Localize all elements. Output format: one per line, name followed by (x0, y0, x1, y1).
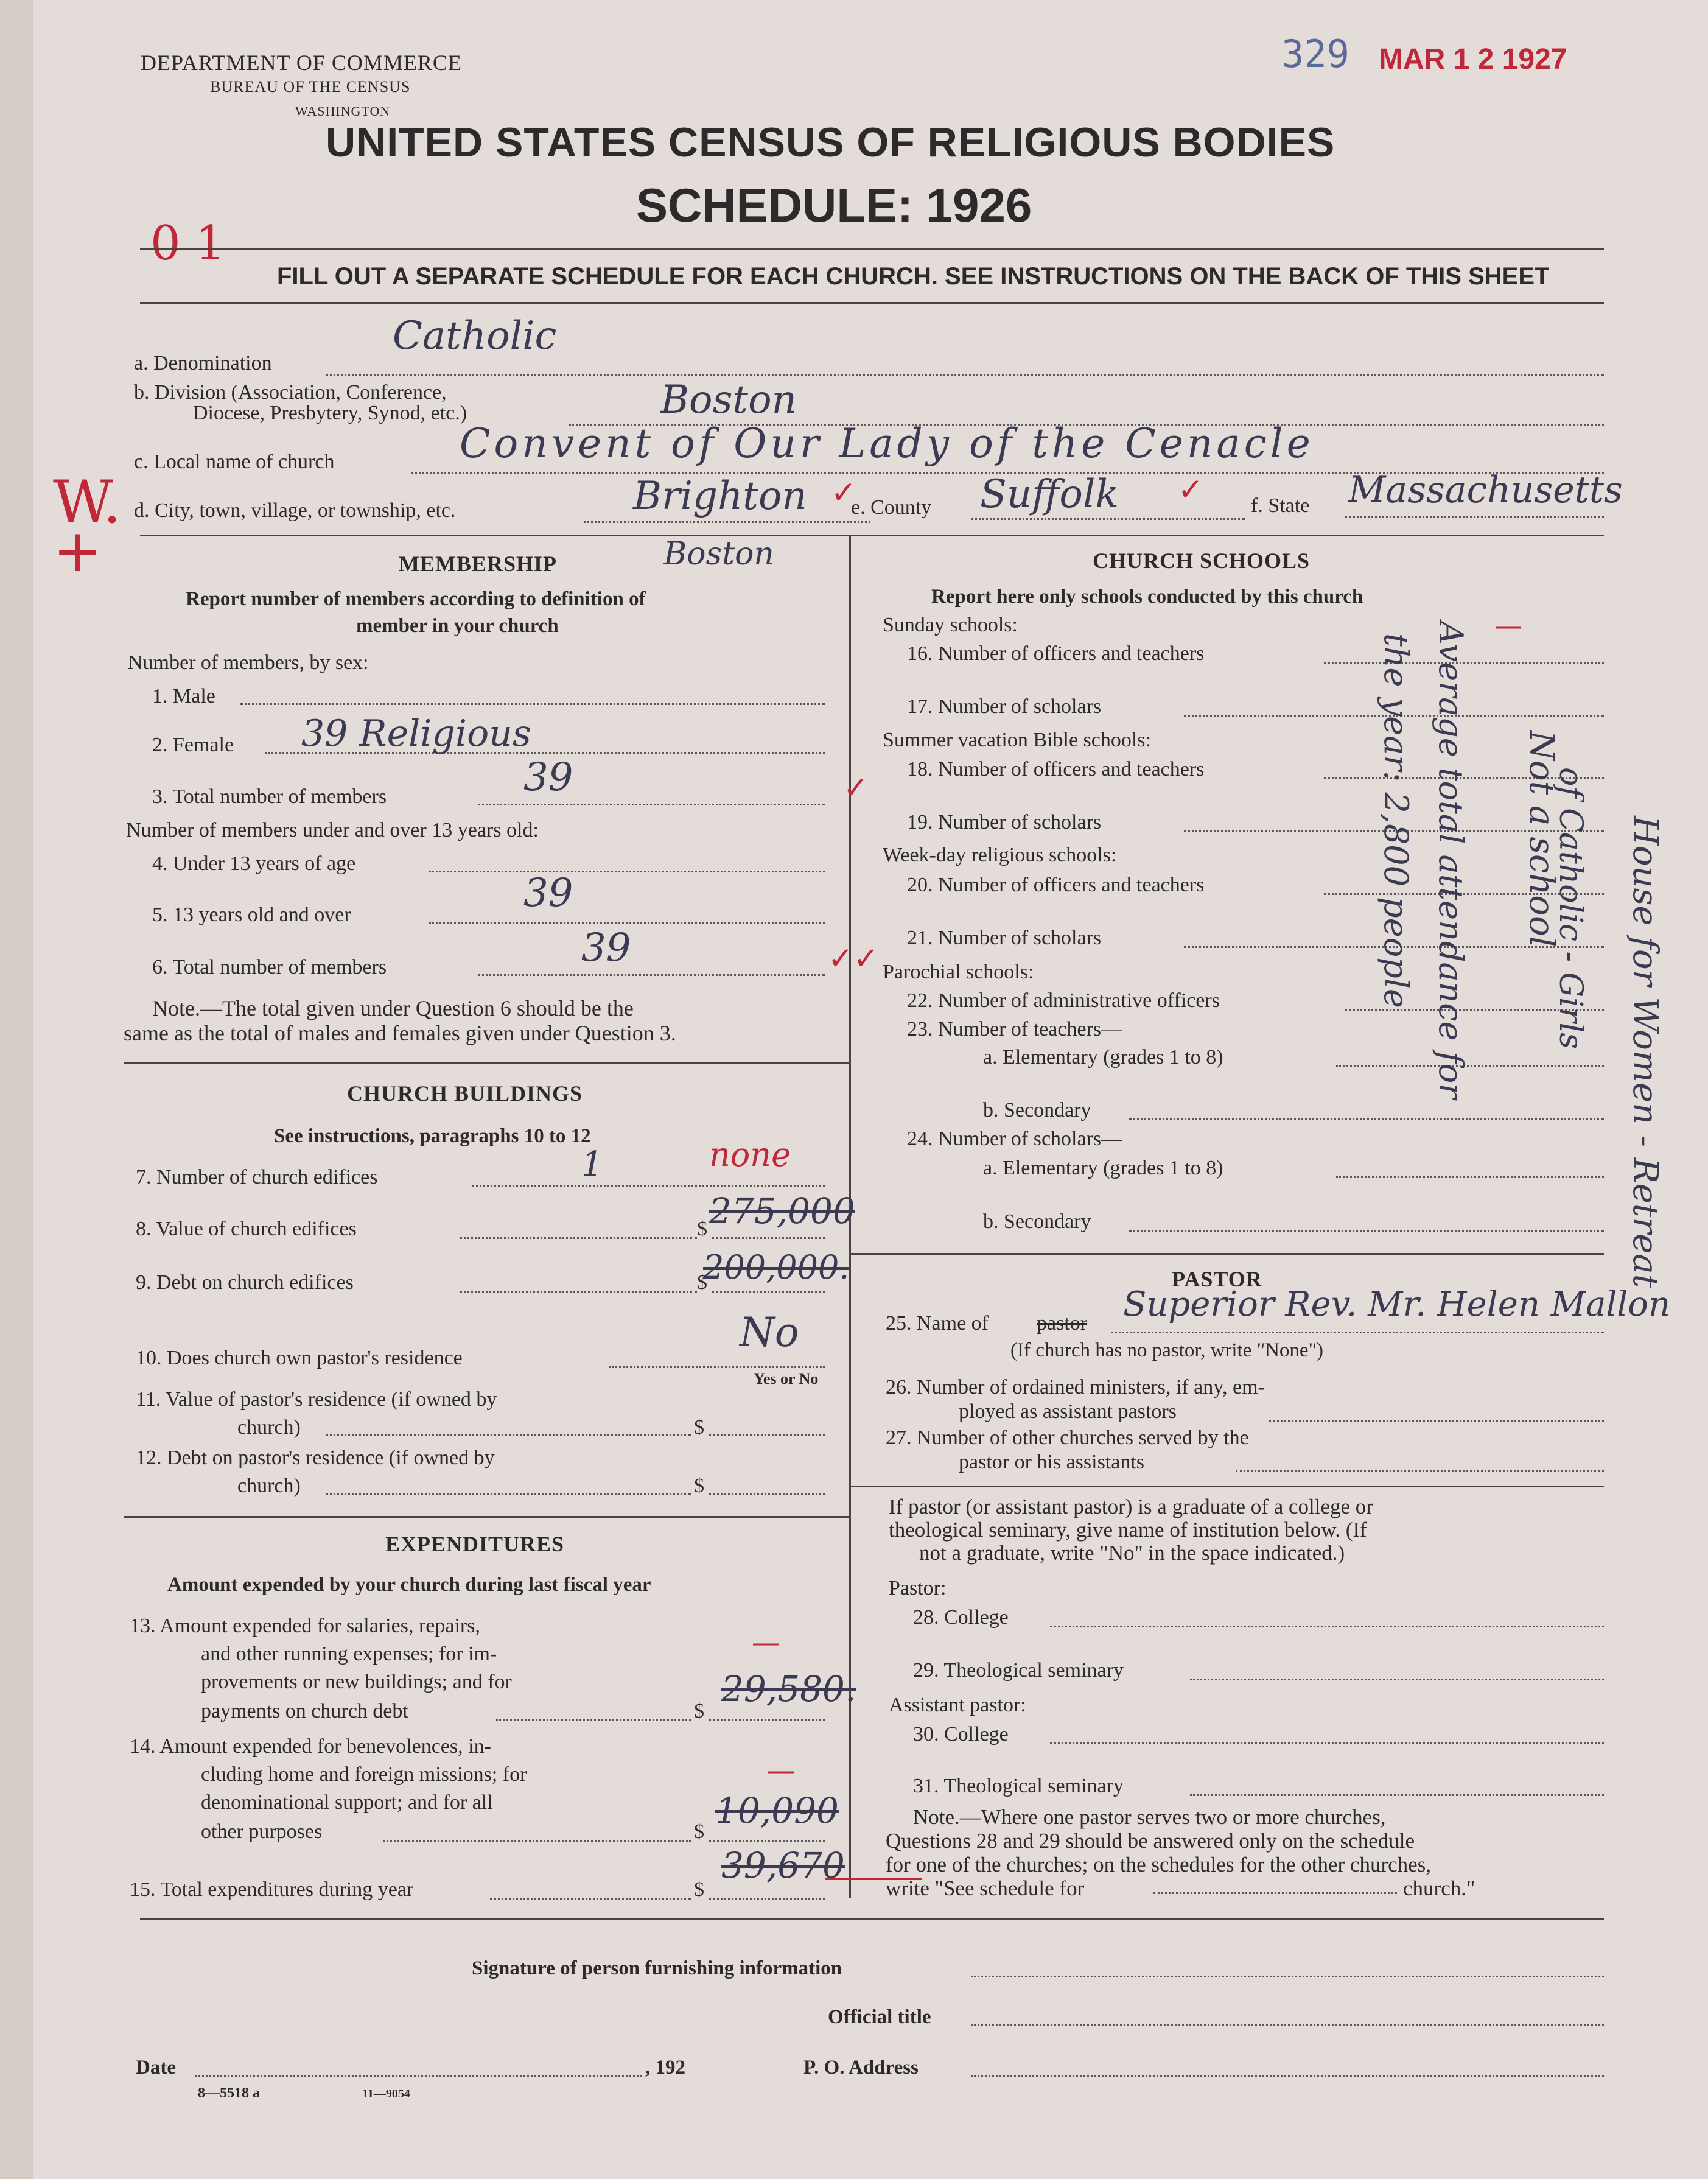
pastor-note-5: church." (1403, 1876, 1475, 1900)
city-handwritten-note: Boston (663, 536, 774, 572)
q7-label: 7. Number of church edifices (136, 1166, 378, 1188)
membership-title: MEMBERSHIP (399, 552, 558, 576)
q20-label: 20. Number of officers and teachers (907, 874, 1205, 896)
assistant-sub-label: Assistant pastor: (889, 1694, 1026, 1716)
division-value: Boston (660, 377, 797, 423)
city-label: d. City, town, village, or township, etc. (134, 499, 456, 522)
q7-value: 1 (581, 1145, 603, 1184)
pastor-note-2: Questions 28 and 29 should be answered only on the schedule (886, 1829, 1415, 1853)
pastor-note-1: Note.—Where one pastor serves two or more churches, (913, 1805, 1386, 1829)
q13-label-4: payments on church debt (201, 1700, 408, 1722)
yes-no-hint: Yes or No (754, 1370, 819, 1388)
dollar-sign: $ (697, 1271, 707, 1294)
local-name-value: Convent of Our Lady of the Cenacle (460, 420, 1314, 467)
q10-label: 10. Does church own pastor's residence (136, 1347, 463, 1369)
signature-label: Signature of person furnishing information (472, 1957, 842, 1979)
q17-label: 17. Number of scholars (907, 695, 1102, 718)
school-note-5: the year: 2,800 people (1377, 633, 1415, 1009)
school-note-1: Not a school (1522, 731, 1561, 947)
pastor-note-4: write "See schedule for (886, 1876, 1085, 1900)
pastor-sub-label: Pastor: (889, 1577, 947, 1599)
denomination-label: a. Denomination (134, 352, 272, 374)
city-name: WASHINGTON (295, 104, 391, 119)
q14-label-4: other purposes (201, 1820, 323, 1843)
by-sex-label: Number of members, by sex: (128, 651, 369, 674)
q4-label: 4. Under 13 years of age (152, 852, 356, 875)
membership-intro-2: member in your church (356, 615, 559, 637)
q12-label-2: church) (237, 1475, 301, 1497)
q27-label-1: 27. Number of other churches served by the (886, 1426, 1249, 1449)
pastor-note-3: for one of the churches; on the schedules for the other churches, (886, 1853, 1432, 1876)
q25-label: 25. Name of (886, 1312, 989, 1335)
q13-label-3: provements or new buildings; and for (201, 1671, 512, 1693)
check-mark: ✓ (1178, 472, 1203, 507)
red-mark: 01 (150, 216, 240, 271)
q23a-label: a. Elementary (grades 1 to 8) (983, 1046, 1223, 1068)
by-age-label: Number of members under and over 13 years old: (126, 819, 539, 841)
q24a-label: a. Elementary (grades 1 to 8) (983, 1157, 1223, 1179)
check-mark: ✓✓ (828, 941, 879, 976)
q14-label-3: denominational support; and for all (201, 1791, 493, 1814)
dollar-sign: $ (697, 1218, 707, 1240)
q28-label: 28. College (913, 1606, 1009, 1629)
q7-red-note: none (709, 1135, 791, 1174)
division-label-2: Diocese, Presbytery, Synod, etc.) (193, 402, 467, 424)
q11-label-2: church) (237, 1416, 301, 1439)
q31-label: 31. Theological seminary (913, 1775, 1124, 1797)
graduate-instructions-1: If pastor (or assistant pastor) is a graduate of a college or (889, 1495, 1373, 1518)
q30-label: 30. College (913, 1723, 1009, 1746)
q27-label-2: pastor or his assistants (959, 1451, 1145, 1473)
dollar-sign: $ (694, 1475, 704, 1497)
buildings-intro: See instructions, paragraphs 10 to 12 (274, 1125, 591, 1147)
q2-label: 2. Female (152, 734, 234, 756)
dollar-sign: $ (694, 1700, 704, 1722)
census-schedule-sheet (33, 0, 1708, 2179)
summer-label: Summer vacation Bible schools: (883, 729, 1151, 751)
bureau-name: BUREAU OF THE CENSUS (210, 78, 411, 96)
graduate-instructions-2: theological seminary, give name of institution below. (If (889, 1518, 1367, 1542)
membership-note-2: same as the total of males and females given under Question 3. (124, 1021, 676, 1045)
check-mark: ✓ (831, 475, 856, 510)
stamp-number: 329 (1281, 32, 1349, 76)
form-title: UNITED STATES CENSUS OF RELIGIOUS BODIES (326, 119, 1335, 166)
q19-label: 19. Number of scholars (907, 811, 1102, 833)
official-title-label: Official title (828, 2006, 931, 2028)
po-address-label: P. O. Address (803, 2057, 919, 2079)
q8-value: 275,000 (709, 1190, 855, 1232)
weekday-label: Week-day religious schools: (883, 844, 1117, 866)
q8-label: 8. Value of church edifices (136, 1218, 357, 1240)
q29-label: 29. Theological seminary (913, 1659, 1124, 1682)
expenditures-title: EXPENDITURES (385, 1532, 565, 1556)
schools-intro: Report here only schools conducted by this church (931, 586, 1363, 608)
received-date-stamp: MAR 1 2 1927 (1379, 43, 1567, 75)
parochial-label: Parochial schools: (883, 961, 1034, 983)
q23-label: 23. Number of teachers— (907, 1018, 1122, 1040)
q25-struck-label: pastor (1037, 1312, 1088, 1335)
q22-label: 22. Number of administrative officers (907, 989, 1220, 1012)
q26-label-1: 26. Number of ordained ministers, if any, em- (886, 1376, 1265, 1398)
q1-label: 1. Male (152, 685, 215, 707)
school-note-4: Average total attendance for (1432, 621, 1470, 1100)
q9-value: 200,000. (703, 1248, 850, 1286)
check-mark: ✓ (843, 770, 869, 805)
dollar-sign: $ (694, 1820, 704, 1843)
q18-label: 18. Number of officers and teachers (907, 758, 1205, 781)
q14-label-2: cluding home and foreign missions; for (201, 1763, 527, 1786)
expenditures-intro: Amount expended by your church during last fiscal year (167, 1574, 651, 1596)
city-value: Brighton (633, 474, 807, 519)
q15-label: 15. Total expenditures during year (130, 1878, 414, 1901)
dash-mark: — (767, 1753, 795, 1786)
q14-label-1: 14. Amount expended for benevolences, in- (130, 1735, 491, 1758)
q13-label-1: 13. Amount expended for salaries, repairs, (130, 1615, 480, 1637)
q3-value: 39 (523, 755, 573, 800)
dollar-sign: $ (694, 1416, 704, 1439)
q24b-label: b. Secondary (983, 1210, 1091, 1233)
state-value: Massachusetts (1348, 469, 1623, 511)
schedule-year: SCHEDULE: 1926 (636, 178, 1032, 232)
school-note-3: of Catholic - Girls (1552, 767, 1589, 1049)
red-side-mark: W. + (53, 468, 122, 585)
division-label-1: b. Division (Association, Conference, (134, 381, 447, 404)
q6-label: 6. Total number of members (152, 956, 387, 978)
q26-label-2: ployed as assistant pastors (959, 1400, 1177, 1423)
county-value: Suffolk (980, 472, 1119, 517)
q13-label-2: and other running expenses; for im- (201, 1643, 497, 1665)
q5-value: 39 (523, 871, 573, 916)
q5-label: 5. 13 years old and over (152, 904, 351, 926)
q25-note: (If church has no pastor, write "None") (1010, 1339, 1324, 1361)
q3-label: 3. Total number of members (152, 785, 387, 808)
year-label: , 192 (645, 2057, 685, 2079)
county-label: e. County (851, 496, 932, 519)
membership-note-1: Note.—The total given under Question 6 should be the (152, 996, 634, 1020)
q14-value: 10,090 (715, 1790, 839, 1831)
q10-value: No (740, 1309, 799, 1356)
form-number: 8—5518 a (198, 2085, 260, 2101)
q13-value: 29,580. (721, 1668, 856, 1710)
buildings-title: CHURCH BUILDINGS (347, 1081, 583, 1106)
schools-title: CHURCH SCHOOLS (1093, 549, 1311, 573)
q9-label: 9. Debt on church edifices (136, 1271, 354, 1294)
print-number: 11—9054 (362, 2087, 410, 2100)
q11-label-1: 11. Value of pastor's residence (if owned by (136, 1388, 497, 1411)
q16-label: 16. Number of officers and teachers (907, 642, 1205, 665)
graduate-instructions-3: not a graduate, write "No" in the space indicated.) (919, 1541, 1345, 1565)
dollar-sign: $ (694, 1878, 704, 1901)
instruction-banner: FILL OUT A SEPARATE SCHEDULE FOR EACH CHURCH. SEE INSTRUCTIONS ON THE BACK OF THIS SHEET (277, 263, 1550, 290)
q2-value: 39 Religious (301, 712, 531, 755)
denomination-value: Catholic (393, 314, 557, 359)
state-label: f. State (1251, 494, 1310, 517)
local-name-label: c. Local name of church (134, 451, 335, 473)
q6-value: 39 (581, 925, 631, 970)
q25-value: Superior Rev. Mr. Helen Mallon (1123, 1285, 1671, 1324)
q21-label: 21. Number of scholars (907, 927, 1102, 949)
q23b-label: b. Secondary (983, 1099, 1091, 1121)
school-note-2: House for Women - Retreat (1625, 816, 1665, 1288)
q12-label-1: 12. Debt on pastor's residence (if owned by (136, 1447, 495, 1469)
date-label: Date (136, 2057, 176, 2079)
membership-intro-1: Report number of members according to definition of (186, 588, 646, 610)
pastor-title: PASTOR (1172, 1267, 1262, 1291)
dash-mark: — (752, 1626, 780, 1658)
dash-mark: — (1494, 609, 1522, 642)
q24-label: 24. Number of scholars— (907, 1128, 1122, 1150)
department-name: DEPARTMENT OF COMMERCE (141, 51, 462, 75)
sunday-label: Sunday schools: (883, 614, 1018, 636)
q15-value: 39,670 (721, 1845, 845, 1886)
